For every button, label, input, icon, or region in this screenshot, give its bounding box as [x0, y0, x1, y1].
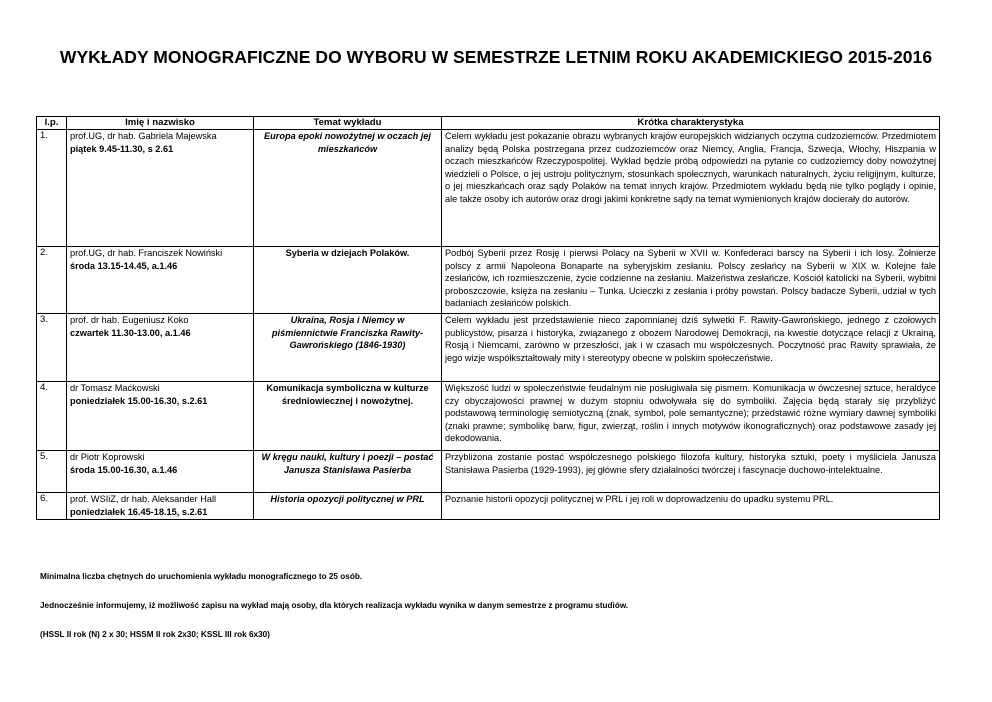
row-number: 1.	[37, 130, 67, 247]
header-lp: l.p.	[37, 117, 67, 130]
minimum-enrollment-note: Minimalna liczba chętnych do uruchomienia wykładu monograficznego to 25 osób.	[40, 572, 363, 581]
lecture-topic: Historia opozycji politycznej w PRL	[254, 493, 442, 520]
lecture-description: Celem wykładu jest pokazanie obrazu wybranych krajów europejskich widzianych oczyma cudzoziemców. Przedmiotem analizy będą Polska postrzegana przez cudzoziemców oraz Niemcy, Anglia, Francja, Szwecja, Włochy, Hiszpania w oczach mieszkańców Rzeczypospolitej. Wykład będzie próbą odpowiedzi na pytanie co cudzoziemcy doby nowożytnej wiedzieli o Polsce, o jej ustroju politycznym, stosunkach społecznych, warunkach naturalnych, życiu religijnym, kulturze, o jej mieszkańcach oraz sądy Polaków na temat innych krajów. Przedmiotem wykładu będą nie tylko poglądy i opinie, ale także osoby ich autorów oraz drogi jakimi konkretne sądy na temat wymienionych krajów docierały do autorów.	[442, 130, 940, 247]
lecturer-cell	[67, 247, 254, 314]
lecturer-name: dr Piotr Koprowski	[70, 452, 145, 462]
lecturer-name: prof. WSIiZ, dr hab. Aleksander Hall	[70, 494, 217, 504]
table-row	[37, 493, 940, 520]
row-number: 6.	[37, 493, 67, 520]
row-number: 3.	[37, 314, 67, 382]
lecture-topic: W kręgu nauki, kultury i poezji – postać Janusza Stanisława Pasierba	[254, 451, 442, 493]
table-row	[37, 247, 940, 314]
row-number: 4.	[37, 382, 67, 451]
lecturer-cell	[67, 493, 254, 520]
lecture-schedule: poniedziałek 15.00-16.30, s.2.61	[70, 395, 208, 406]
study-programs-note: (HSSL II rok (N) 2 x 30; HSSM II rok 2x30; KSSL III rok 6x30)	[40, 630, 270, 639]
table-header-row	[37, 117, 940, 130]
lecturer-name: dr Tomasz Maćkowski	[70, 383, 160, 393]
table-row	[37, 314, 940, 382]
lecture-description: Podbój Syberii przez Rosję i pierwsi Polacy na Syberii w XVII w. Konfederaci barscy na Syberii i ich losy. Żołnierze polscy z armii Napoleona Bonaparte na syberyjskim zesłaniu. Polscy zesłańcy na Syberii w XIX w. Kolejne fale zesłańców, ich rozmieszczenie, życie codzienne na zesłaniu. Małżeństwa zesłańcze. Kościół katolicki na Syberii, wybitni proboszczowie, księża na zesłaniu – Tunka. Ucieczki z zesłania i próby powstań. Polscy badacze Syberii, udział w tych badaniach zesłańców polskich.	[442, 247, 940, 314]
lecture-schedule: czwartek 11.30-13.00, a.1.46	[70, 327, 191, 338]
lectures-table	[36, 116, 940, 520]
row-number: 2.	[37, 247, 67, 314]
lecture-topic: Syberia w dziejach Polaków.	[254, 247, 442, 314]
lecture-description: Poznanie historii opozycji politycznej w PRL i jej roli w doprowadzeniu do upadku systemu PRL.	[442, 493, 940, 520]
lecture-schedule: środa 13.15-14.45, a.1.46	[70, 260, 178, 271]
lecturer-name: prof. dr hab. Eugeniusz Koko	[70, 315, 189, 325]
lecturer-name: prof.UG, dr hab. Franciszek Nowiński	[70, 248, 223, 258]
enrollment-eligibility-note: Jednocześnie informujemy, iż możliwość zapisu na wykład mają osoby, dla których realizacja wykładu wynika w danym semestrze z programu studiów.	[40, 601, 629, 610]
lecturer-cell	[67, 130, 254, 247]
page-title: WYKŁADY MONOGRAFICZNE DO WYBORU W SEMESTRZE LETNIM ROKU AKADEMICKIEGO 2015-2016	[59, 47, 933, 67]
lecturer-cell	[67, 382, 254, 451]
row-number: 5.	[37, 451, 67, 493]
lecture-description: Przybliżona zostanie postać współczesnego polskiego filozofa kultury, historyka sztuki, poety i myśliciela Janusza Stanisława Pasierba (1929-1993), jej główne sfery działalności twórczej i fascynacje duchowo-intelektualne.	[442, 451, 940, 493]
lecture-description: Celem wykładu jest przedstawienie nieco zapomnianej dziś sylwetki F. Rawity-Gawrońskiego, jednego z czołowych publicystów, pisarza i historyka, związanego z obozem Narodowej Demokracji, na kwestie dotyczące relacji z Ukrainą, Rosją i Niemcami, zarówno w przeszłości, jak i w czasach mu współczesnych. Poczytność prac Rawity sprawiała, że jego wizje współkształtowały mity i stereotypy obecne w polskim społeczeństwie.	[442, 314, 940, 382]
table-row	[37, 451, 940, 493]
table-row	[37, 130, 940, 247]
lecture-schedule: środa 15.00-16.30, a.1.46	[70, 464, 178, 475]
header-name: Imię i nazwisko	[67, 117, 254, 130]
header-description: Krótka charakterystyka	[442, 117, 940, 130]
lecture-topic: Komunikacja symboliczna w kulturze średniowiecznej i nowożytnej.	[254, 382, 442, 451]
table-row	[37, 382, 940, 451]
lecturer-cell	[67, 451, 254, 493]
lecture-topic: Europa epoki nowożytnej w oczach jej mieszkańców	[254, 130, 442, 247]
header-topic: Temat wykładu	[254, 117, 442, 130]
lecture-description: Większość ludzi w społeczeństwie feudalnym nie posługiwała się pismem. Komunikacja w ówczesnej sztuce, heraldyce czy obyczajowości prawnej w dużym stopniu odwoływała się do symboliki. Zajęcia będą starały się przybliżyć podstawową terminologię semiotyczną (znak, symbol, pole semantyczne); przedstawić różne wymiary dawnej symboliki (znaki prawne; symbolikę barw, figur, zwierząt, roślin i innych motywów ikonograficznych) oraz podstawowe zasady jej dekodowania.	[442, 382, 940, 451]
lecture-schedule: poniedziałek 16.45-18.15, s.2.61	[70, 506, 208, 517]
lecture-topic: Ukraina, Rosja i Niemcy w piśmiennictwie Franciszka Rawity-Gawrońskiego (1846-1930)	[254, 314, 442, 382]
lecture-schedule: piątek 9.45-11.30, s 2.61	[70, 143, 174, 154]
lecturer-name: prof.UG, dr hab. Gabriela Majewska	[70, 131, 217, 141]
lecturer-cell	[67, 314, 254, 382]
